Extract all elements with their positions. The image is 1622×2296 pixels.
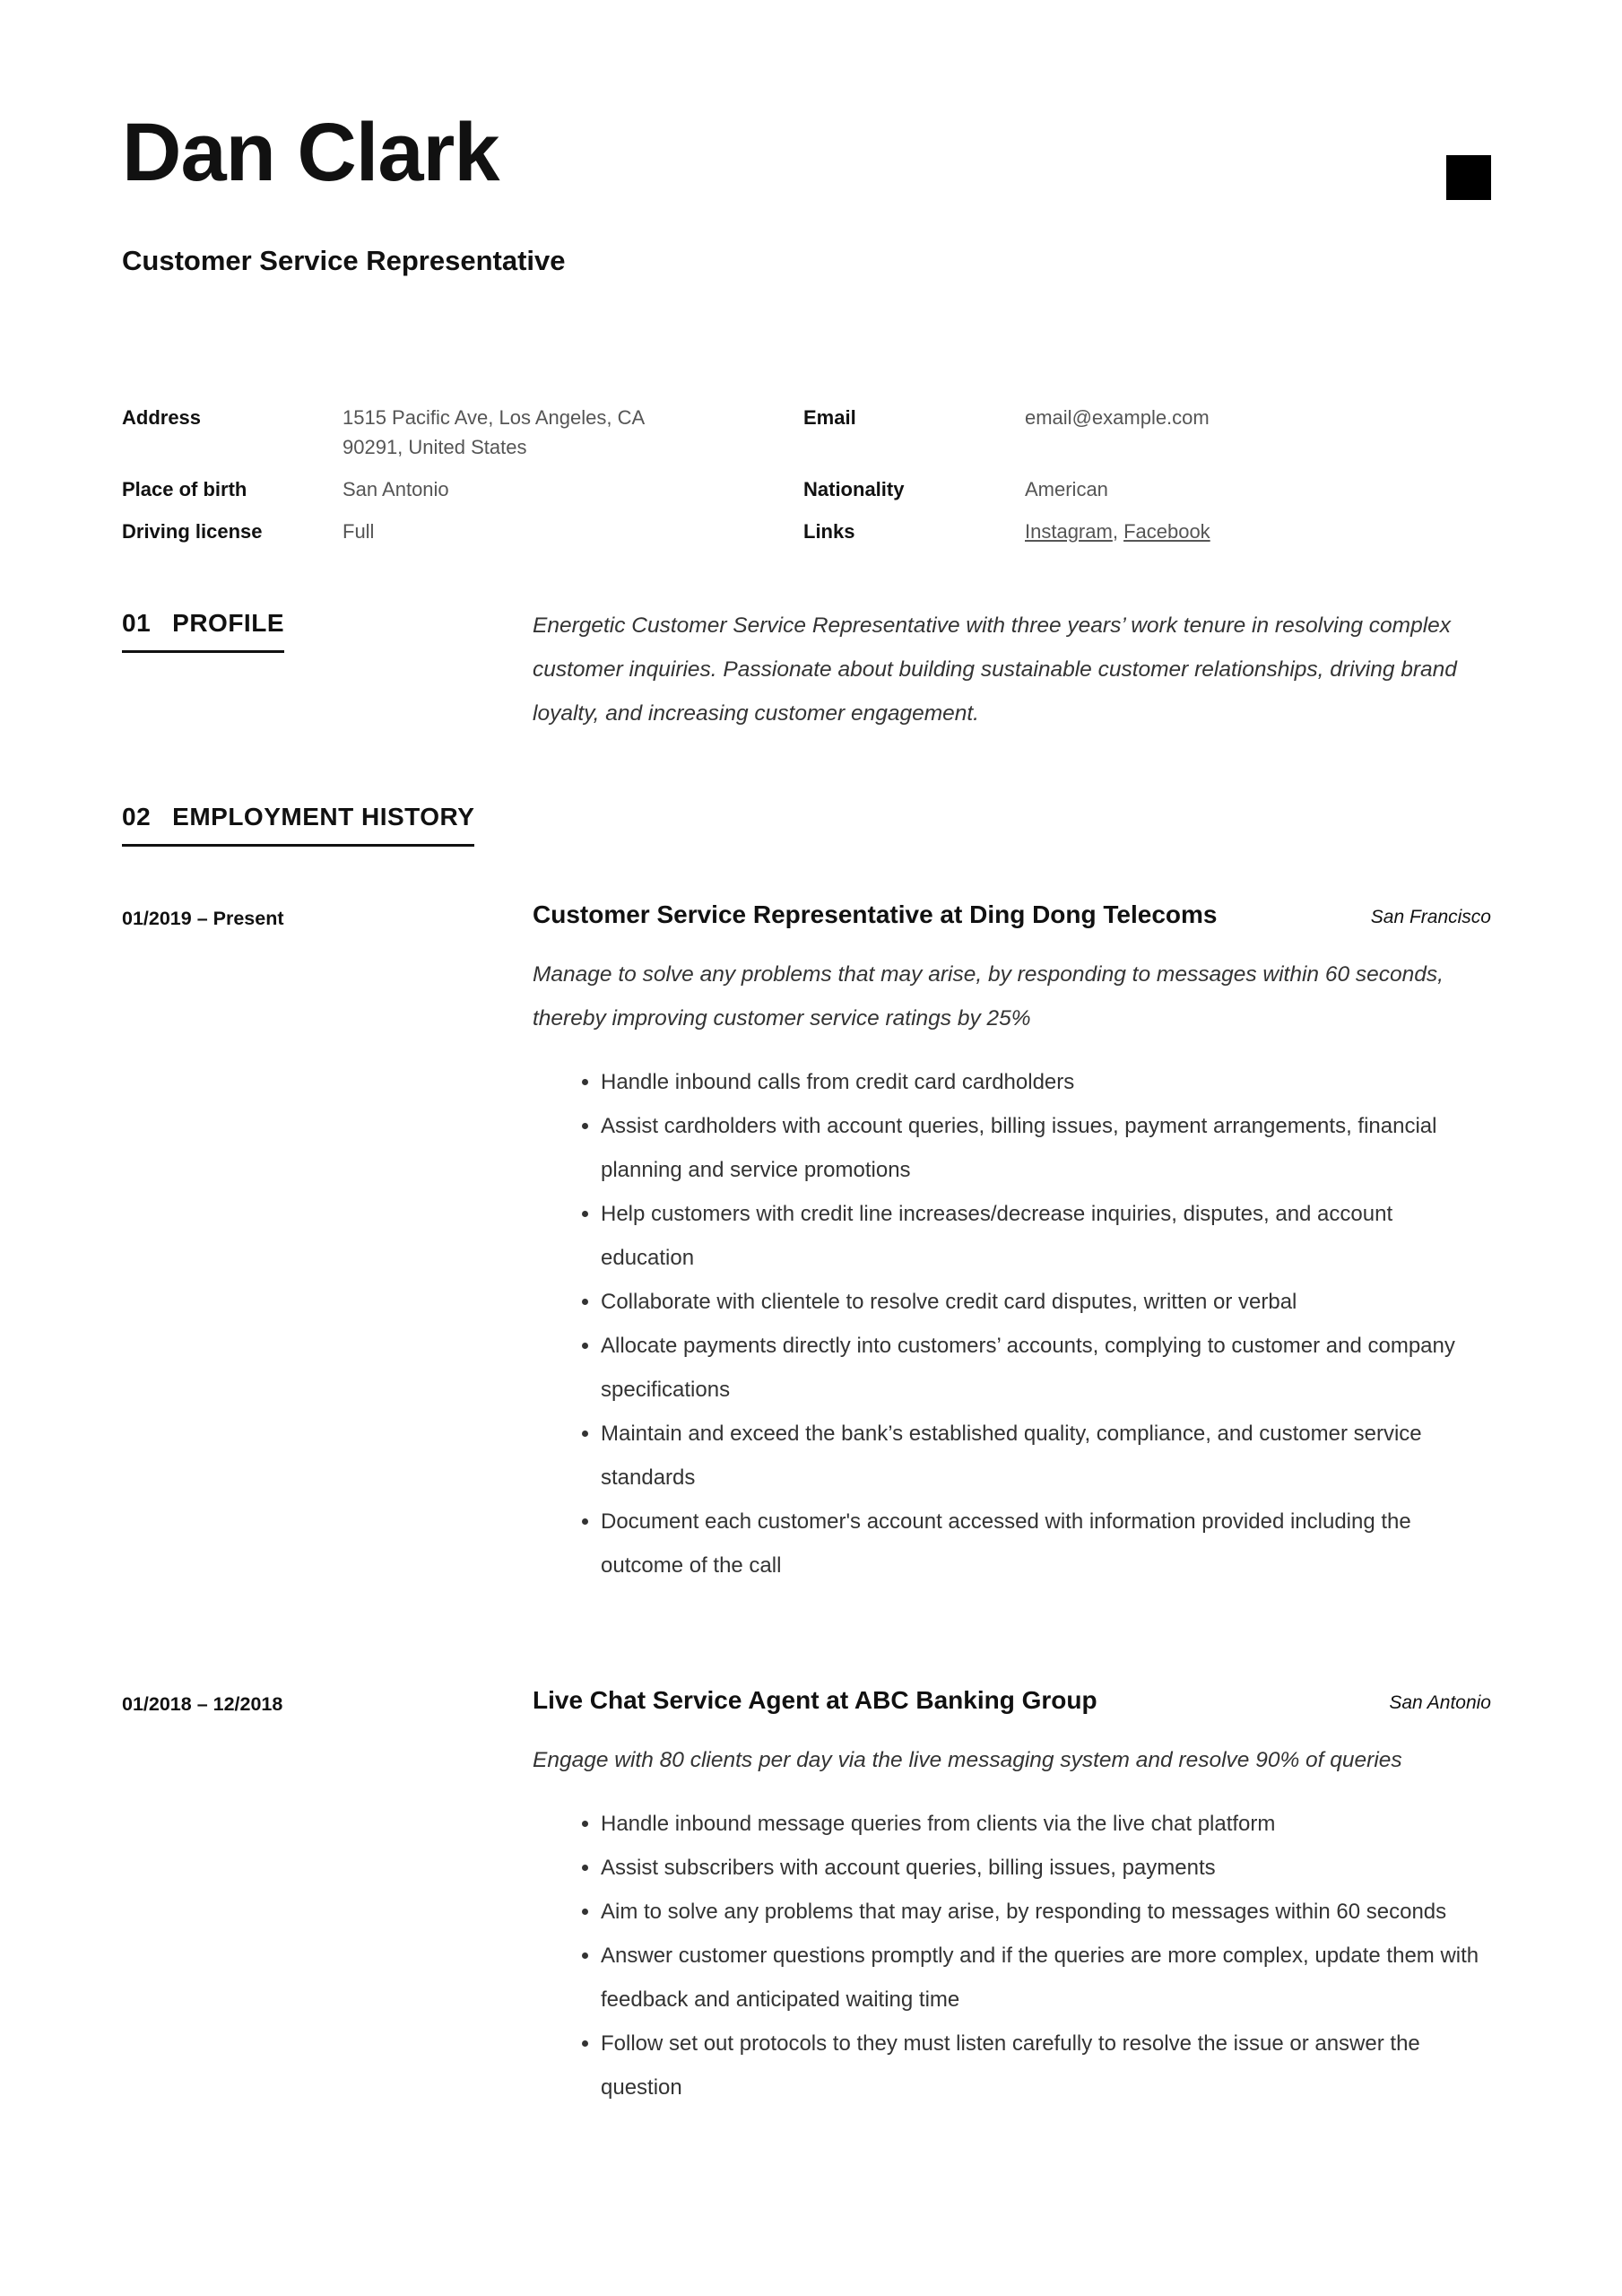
employment-section-number: 02 [122,803,152,831]
profile-heading-cell [122,609,533,653]
job-head [533,1686,1491,1715]
job-body [533,1686,1491,2109]
email-label: Email [803,406,856,430]
place-of-birth-value: San Antonio [343,478,449,501]
job-location: San Francisco [1370,907,1491,928]
contact-details [122,403,1491,546]
nationality-label: Nationality [803,478,905,501]
email-value: email@example.com [1025,406,1210,430]
job-summary: Manage to solve any problems that may arise, by responding to messages within 60 seconds, thereby improving customer service ratings by 25% [533,962,1444,1031]
bullet-item: • Handle inbound calls from credit card cardholders [601,1060,1491,1104]
instagram-link[interactable]: Instagram [1025,520,1113,544]
job-list [122,900,1491,2109]
profile-section-title: PROFILE [172,609,284,638]
bullet-item: • Aim to solve any problems that may arise, by responding to messages within 60 seconds [601,1890,1491,1934]
bullet-item: • Document each customer's account accessed with information provided including the outcome of the call [601,1500,1491,1587]
address-label: Address [122,406,202,430]
place-of-birth-label: Place of birth [122,478,247,501]
job-dates: 01/2018 – 12/2018 [122,1693,283,1716]
links-value [1025,517,1383,546]
black-square-icon [1446,155,1491,200]
employment-section [122,803,1491,2109]
job-title: Live Chat Service Agent at ABC Banking Group [533,1686,1097,1715]
nationality-value: American [1025,478,1108,501]
job-body [533,900,1491,1587]
bullet-item: • Collaborate with clientele to resolve credit card disputes, written or verbal [601,1280,1491,1324]
bullet-item: • Follow set out protocols to they must listen carefully to resolve the issue or answer the question [601,2022,1491,2109]
job-title: Customer Service Representative at Ding Dong Telecoms [533,900,1218,929]
bullet-item: • Handle inbound message queries from clients via the live chat platform [601,1802,1491,1846]
bullet-item: • Assist cardholders with account queries, billing issues, payment arrangements, financial planning and service promotions [601,1104,1491,1192]
job-entry [122,900,1491,1587]
job-entry [122,1686,1491,2109]
profile-heading [122,609,284,653]
driving-license-label: Driving license [122,520,263,544]
person-name: Dan Clark [122,107,499,198]
bullet-item: • Allocate payments directly into customers’ accounts, complying to customer and company specifications [601,1324,1491,1412]
employment-section-title: EMPLOYMENT HISTORY [172,803,475,831]
bullet-item: • Answer customer questions promptly and if the queries are more complex, update them with feedback and anticipated waiting time [601,1934,1491,2022]
links-label: Links [803,520,855,544]
facebook-link[interactable]: Facebook [1123,520,1210,544]
profile-section [122,609,1491,735]
job-bullet-list [533,1802,1491,2109]
job-bullet-list [533,1060,1491,1587]
bullet-item: • Help customers with credit line increases/decrease inquiries, disputes, and account education [601,1192,1491,1280]
job-dates: 01/2019 – Present [122,908,284,930]
driving-license-value: Full [343,520,375,544]
links-separator: , [1112,520,1124,544]
job-head [533,900,1491,929]
address-value: 1515 Pacific Ave, Los Angeles, CA 90291, United States [343,406,644,459]
profile-text: Energetic Customer Service Representative with three years’ work tenure in resolving complex customer inquiries. Passionate about building sustainable customer relationships, driving brand loyalty, and increasing customer engagement. [533,613,1457,726]
job-summary: Engage with 80 clients per day via the live messaging system and resolve 90% of queries [533,1748,1402,1773]
bullet-item: • Maintain and exceed the bank’s established quality, compliance, and customer service standards [601,1412,1491,1500]
profile-section-number: 01 [122,609,152,638]
bullet-item: • Assist subscribers with account queries, billing issues, payments [601,1846,1491,1890]
person-title: Customer Service Representative [122,245,566,277]
job-location: San Antonio [1389,1692,1491,1714]
employment-heading [122,803,474,847]
